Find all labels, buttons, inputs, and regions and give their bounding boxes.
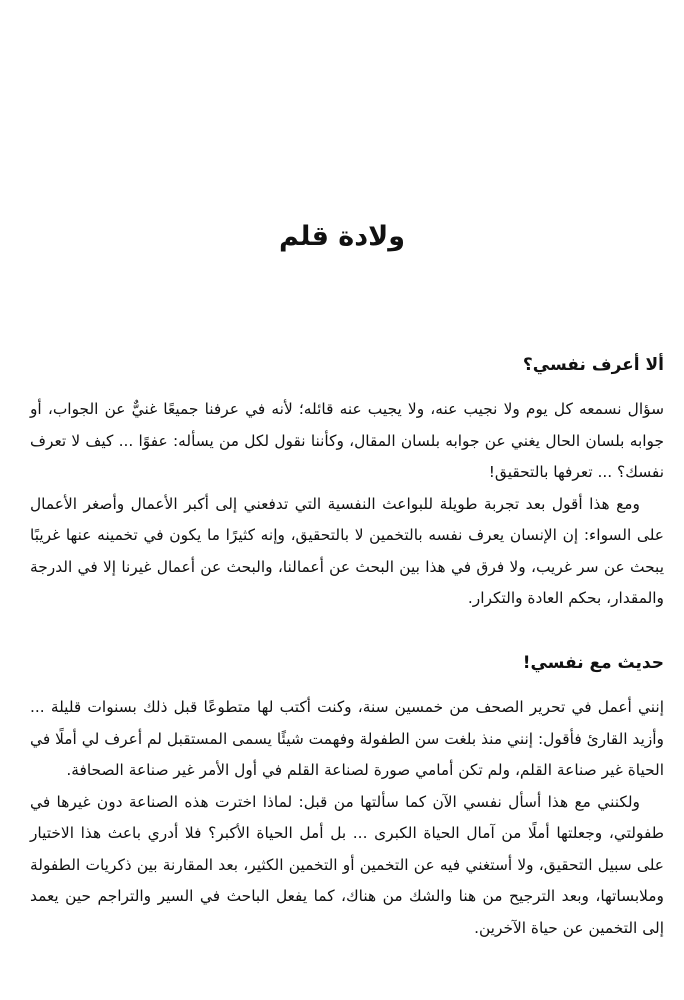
section-know-myself	[30, 350, 664, 615]
chapter-title: ولادة قلم	[279, 221, 405, 252]
paragraph: ولكنني مع هذا أسأل نفسي الآن كما سألتها من قبل: لماذا اخترت هذه الصناعة دون غيرها في طفولتي، وجعلتها أملًا من آمال الحياة الكبرى ... بل أمل الحياة الأكبر؟ فلا أدري باعث هذا الاختيار على سبيل التحقيق، ولا أستغني فيه عن التخمين أو التخمين الكثير، بعد المقارنة بين ذكريات الطفولة وملابساتها، وبعد الترجيح من هنا والشك من هناك، كما يفعل الباحث في السير والتراجم حين يعمد إلى التخمين عن حياة الآخرين.	[30, 792, 664, 937]
paragraph: ومع هذا أقول بعد تجربة طويلة للبواعث النفسية التي تدفعني إلى أكبر الأعمال وأصغر الأعمال على السواء: إن الإنسان يعرف نفسه بالتخمين لا بالتحقيق، وإنه كثيرًا ما يكون في تخمينه عنها غريبًا يبحث عن سر غريب، ولا فرق في هذا بين البحث عن أعمالنا، والبحث عن أعمال غيرنا إلا في الدرجة والمقدار، بحكم العادة والتكرار.	[30, 494, 664, 607]
paragraph: إنني أعمل في تحرير الصحف من خمسين سنة، وكنت أكتب لها متطوعًا قبل ذلك بسنوات قليلة ... وأزيد القارئ فأقول: إنني منذ بلغت سن الطفولة وفهمت شيئًا يسمى المستقبل لم أعرف لي أملًا في الحياة غير صناعة القلم، ولم تكن أمامي صورة لصناعة القلم في أول الأمر غير صناعة الصحافة.	[30, 698, 664, 779]
section-heading: حديث مع نفسي!	[522, 653, 664, 673]
paragraph: سؤال نسمعه كل يوم ولا نجيب عنه، ولا يجيب عنه قائله؛ لأنه في عرفنا جميعًا غنيٌّ عن الجواب، أو جوابه بلسان الحال يغني عن جوابه بلسان المقال، وكأننا نقول لكل من يسأله: عفوًا ... كيف لا تعرف نفسك؟ ... تعرفها بالتحقيق!	[30, 400, 664, 481]
section-heading: ألا أعرف نفسي؟	[522, 355, 664, 375]
section-talk-with-myself	[30, 648, 664, 944]
